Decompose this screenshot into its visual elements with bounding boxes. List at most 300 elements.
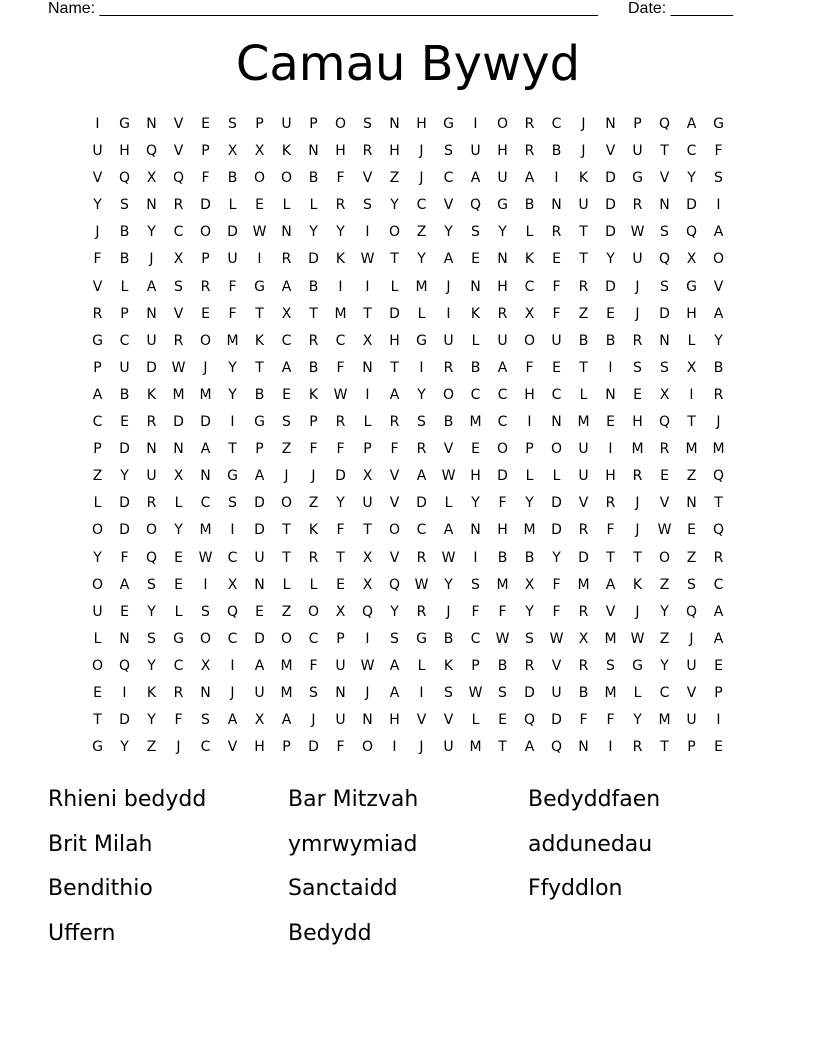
- grid-letter[interactable]: K: [632, 576, 643, 593]
- grid-letter[interactable]: S: [201, 712, 210, 729]
- grid-letter[interactable]: U: [578, 197, 589, 214]
- grid-letter[interactable]: U: [470, 143, 481, 160]
- grid-letter[interactable]: Q: [658, 116, 671, 132]
- grid-letter[interactable]: O: [442, 386, 455, 403]
- date-field-label[interactable]: Date: _______: [628, 0, 733, 17]
- grid-letter[interactable]: G: [632, 170, 643, 187]
- grid-letter[interactable]: N: [686, 495, 697, 512]
- grid-letter[interactable]: F: [93, 251, 102, 268]
- grid-letter[interactable]: J: [635, 495, 640, 512]
- grid-letter[interactable]: G: [92, 332, 103, 349]
- grid-letter[interactable]: V: [92, 278, 103, 295]
- grid-letter[interactable]: N: [335, 684, 346, 701]
- grid-letter[interactable]: Y: [93, 197, 102, 214]
- grid-letter[interactable]: H: [524, 386, 535, 403]
- grid-letter[interactable]: J: [311, 712, 316, 729]
- grid-letter[interactable]: B: [308, 170, 319, 187]
- grid-letter[interactable]: C: [686, 143, 697, 160]
- grid-letter[interactable]: Y: [147, 224, 156, 241]
- grid-letter[interactable]: J: [365, 684, 370, 701]
- grid-letter[interactable]: N: [551, 414, 562, 431]
- grid-letter[interactable]: E: [552, 251, 561, 268]
- grid-letter[interactable]: S: [174, 278, 183, 295]
- grid-letter[interactable]: W: [252, 224, 267, 241]
- grid-letter[interactable]: J: [149, 251, 154, 268]
- grid-letter[interactable]: E: [660, 468, 669, 485]
- grid-letter[interactable]: I: [608, 739, 613, 756]
- grid-letter[interactable]: C: [227, 549, 238, 566]
- grid-letter[interactable]: V: [443, 197, 454, 214]
- grid-letter[interactable]: F: [525, 359, 534, 376]
- grid-letter[interactable]: H: [605, 468, 616, 485]
- grid-letter[interactable]: J: [716, 414, 721, 431]
- grid-letter[interactable]: I: [527, 414, 532, 431]
- grid-letter[interactable]: E: [714, 739, 723, 756]
- grid-letter[interactable]: O: [145, 522, 158, 539]
- grid-letter[interactable]: I: [419, 359, 424, 376]
- grid-letter[interactable]: I: [473, 116, 478, 132]
- grid-letter[interactable]: S: [390, 630, 399, 647]
- grid-letter[interactable]: J: [689, 630, 694, 647]
- grid-letter[interactable]: B: [470, 359, 481, 376]
- grid-letter[interactable]: T: [579, 359, 588, 376]
- grid-letter[interactable]: D: [416, 495, 427, 512]
- grid-letter[interactable]: V: [605, 143, 616, 160]
- grid-letter[interactable]: D: [173, 414, 184, 431]
- grid-letter[interactable]: C: [659, 684, 670, 701]
- grid-letter[interactable]: D: [308, 739, 319, 756]
- grid-letter[interactable]: X: [659, 386, 670, 403]
- grid-letter[interactable]: H: [335, 143, 346, 160]
- grid-letter[interactable]: T: [633, 549, 642, 566]
- grid-letter[interactable]: A: [119, 576, 130, 593]
- grid-letter[interactable]: J: [635, 522, 640, 539]
- grid-letter[interactable]: S: [606, 657, 615, 674]
- grid-letter[interactable]: D: [146, 359, 157, 376]
- grid-letter[interactable]: Y: [390, 603, 399, 620]
- grid-letter[interactable]: F: [336, 739, 345, 756]
- grid-letter[interactable]: U: [578, 441, 589, 458]
- grid-letter[interactable]: F: [309, 657, 318, 674]
- grid-letter[interactable]: H: [254, 739, 265, 756]
- grid-letter[interactable]: G: [632, 657, 643, 674]
- grid-letter[interactable]: Y: [471, 495, 480, 512]
- grid-letter[interactable]: K: [146, 386, 157, 403]
- grid-letter[interactable]: D: [389, 305, 400, 322]
- grid-letter[interactable]: J: [446, 603, 451, 620]
- grid-letter[interactable]: R: [659, 441, 670, 458]
- grid-letter[interactable]: V: [659, 495, 670, 512]
- grid-letter[interactable]: C: [416, 522, 427, 539]
- grid-letter[interactable]: M: [577, 414, 590, 431]
- grid-letter[interactable]: D: [551, 712, 562, 729]
- grid-letter[interactable]: E: [336, 576, 345, 593]
- grid-letter[interactable]: G: [227, 468, 238, 485]
- grid-letter[interactable]: J: [284, 468, 289, 485]
- grid-letter[interactable]: F: [606, 712, 615, 729]
- grid-letter[interactable]: Q: [145, 549, 158, 566]
- grid-letter[interactable]: F: [552, 576, 561, 593]
- grid-letter[interactable]: J: [230, 684, 235, 701]
- grid-letter[interactable]: R: [200, 278, 211, 295]
- grid-letter[interactable]: J: [581, 116, 586, 132]
- grid-letter[interactable]: E: [552, 359, 561, 376]
- grid-letter[interactable]: K: [470, 305, 481, 322]
- grid-letter[interactable]: J: [176, 739, 181, 756]
- grid-letter[interactable]: Y: [93, 549, 102, 566]
- grid-letter[interactable]: V: [686, 684, 697, 701]
- grid-letter[interactable]: C: [416, 197, 427, 214]
- grid-letter[interactable]: O: [388, 224, 401, 241]
- grid-letter[interactable]: P: [363, 441, 372, 458]
- grid-letter[interactable]: N: [362, 712, 373, 729]
- grid-letter[interactable]: T: [228, 441, 237, 458]
- grid-letter[interactable]: R: [578, 603, 589, 620]
- grid-letter[interactable]: K: [524, 251, 535, 268]
- grid-letter[interactable]: W: [333, 386, 348, 403]
- grid-letter[interactable]: R: [281, 251, 292, 268]
- grid-letter[interactable]: S: [147, 576, 156, 593]
- grid-letter[interactable]: U: [578, 468, 589, 485]
- grid-letter[interactable]: S: [660, 359, 669, 376]
- grid-letter[interactable]: W: [360, 251, 375, 268]
- grid-letter[interactable]: H: [416, 116, 427, 132]
- grid-letter[interactable]: Y: [525, 603, 534, 620]
- grid-letter[interactable]: G: [92, 739, 103, 756]
- grid-letter[interactable]: V: [173, 305, 184, 322]
- grid-letter[interactable]: V: [227, 739, 238, 756]
- grid-letter[interactable]: S: [147, 630, 156, 647]
- grid-letter[interactable]: I: [608, 441, 613, 458]
- grid-letter[interactable]: W: [441, 468, 456, 485]
- grid-letter[interactable]: C: [173, 224, 184, 241]
- grid-letter[interactable]: K: [443, 657, 454, 674]
- grid-letter[interactable]: Y: [552, 549, 561, 566]
- grid-letter[interactable]: D: [335, 468, 346, 485]
- grid-letter[interactable]: D: [119, 522, 130, 539]
- grid-letter[interactable]: G: [443, 116, 454, 132]
- grid-letter[interactable]: Y: [336, 224, 345, 241]
- grid-letter[interactable]: W: [495, 630, 510, 647]
- grid-letter[interactable]: V: [416, 712, 427, 729]
- grid-letter[interactable]: M: [631, 441, 644, 458]
- grid-letter[interactable]: U: [335, 657, 346, 674]
- grid-letter[interactable]: I: [365, 386, 370, 403]
- grid-letter[interactable]: A: [686, 116, 697, 132]
- grid-letter[interactable]: R: [146, 495, 157, 512]
- grid-letter[interactable]: M: [523, 522, 536, 539]
- grid-letter[interactable]: K: [308, 522, 319, 539]
- grid-letter[interactable]: P: [93, 359, 102, 376]
- grid-letter[interactable]: S: [471, 224, 480, 241]
- grid-letter[interactable]: C: [308, 630, 319, 647]
- grid-letter[interactable]: I: [689, 386, 694, 403]
- grid-letter[interactable]: A: [524, 739, 535, 756]
- grid-letter[interactable]: D: [119, 441, 130, 458]
- grid-letter[interactable]: S: [228, 495, 237, 512]
- grid-letter[interactable]: R: [335, 414, 346, 431]
- grid-letter[interactable]: Q: [712, 468, 725, 485]
- grid-letter[interactable]: X: [686, 359, 697, 376]
- grid-letter[interactable]: X: [686, 251, 697, 268]
- grid-letter[interactable]: W: [414, 576, 429, 593]
- grid-letter[interactable]: L: [309, 576, 318, 593]
- grid-letter[interactable]: T: [282, 522, 291, 539]
- grid-letter[interactable]: U: [632, 251, 643, 268]
- grid-letter[interactable]: R: [497, 305, 508, 322]
- grid-letter[interactable]: U: [632, 143, 643, 160]
- grid-letter[interactable]: S: [363, 197, 372, 214]
- grid-letter[interactable]: A: [281, 359, 292, 376]
- grid-letter[interactable]: H: [497, 278, 508, 295]
- grid-letter[interactable]: T: [255, 359, 264, 376]
- grid-letter[interactable]: X: [254, 712, 265, 729]
- grid-letter[interactable]: P: [120, 305, 129, 322]
- grid-letter[interactable]: X: [227, 143, 238, 160]
- grid-letter[interactable]: T: [606, 549, 615, 566]
- grid-letter[interactable]: O: [658, 549, 671, 566]
- grid-letter[interactable]: Y: [228, 359, 237, 376]
- grid-letter[interactable]: B: [524, 549, 535, 566]
- grid-letter[interactable]: V: [443, 712, 454, 729]
- grid-letter[interactable]: Y: [660, 603, 669, 620]
- grid-letter[interactable]: Y: [147, 603, 156, 620]
- grid-letter[interactable]: P: [309, 414, 318, 431]
- grid-letter[interactable]: R: [632, 468, 643, 485]
- grid-letter[interactable]: V: [362, 170, 373, 187]
- grid-letter[interactable]: N: [551, 197, 562, 214]
- grid-letter[interactable]: I: [716, 197, 721, 214]
- grid-letter[interactable]: W: [549, 630, 564, 647]
- grid-letter[interactable]: A: [524, 170, 535, 187]
- grid-letter[interactable]: D: [254, 495, 265, 512]
- grid-letter[interactable]: H: [497, 143, 508, 160]
- grid-letter[interactable]: Y: [606, 251, 615, 268]
- grid-letter[interactable]: Q: [361, 603, 374, 620]
- grid-letter[interactable]: Z: [659, 630, 670, 647]
- grid-letter[interactable]: A: [254, 468, 265, 485]
- grid-letter[interactable]: C: [551, 116, 562, 132]
- grid-letter[interactable]: D: [308, 251, 319, 268]
- grid-letter[interactable]: V: [713, 278, 724, 295]
- grid-letter[interactable]: U: [254, 549, 265, 566]
- grid-letter[interactable]: X: [524, 576, 535, 593]
- grid-letter[interactable]: A: [713, 603, 724, 620]
- grid-letter[interactable]: T: [363, 522, 372, 539]
- grid-letter[interactable]: R: [173, 684, 184, 701]
- grid-letter[interactable]: E: [201, 116, 210, 132]
- grid-letter[interactable]: J: [95, 224, 100, 241]
- grid-letter[interactable]: M: [469, 414, 482, 431]
- grid-letter[interactable]: L: [282, 197, 291, 214]
- grid-letter[interactable]: O: [280, 630, 293, 647]
- grid-letter[interactable]: W: [630, 224, 645, 241]
- grid-letter[interactable]: I: [230, 522, 235, 539]
- grid-letter[interactable]: N: [200, 468, 211, 485]
- grid-letter[interactable]: D: [227, 224, 238, 241]
- grid-letter[interactable]: T: [579, 251, 588, 268]
- grid-letter[interactable]: A: [713, 224, 724, 241]
- grid-letter[interactable]: U: [551, 332, 562, 349]
- grid-letter[interactable]: U: [92, 143, 103, 160]
- grid-letter[interactable]: L: [444, 495, 453, 512]
- grid-letter[interactable]: P: [633, 116, 642, 132]
- grid-letter[interactable]: B: [443, 630, 454, 647]
- grid-letter[interactable]: K: [578, 170, 589, 187]
- grid-letter[interactable]: L: [390, 278, 399, 295]
- grid-letter[interactable]: M: [172, 386, 185, 403]
- grid-letter[interactable]: Q: [388, 576, 401, 593]
- grid-letter[interactable]: C: [551, 386, 562, 403]
- grid-letter[interactable]: A: [281, 278, 292, 295]
- grid-letter[interactable]: R: [605, 495, 616, 512]
- grid-letter[interactable]: U: [335, 712, 346, 729]
- grid-letter[interactable]: A: [254, 657, 265, 674]
- grid-letter[interactable]: A: [92, 386, 103, 403]
- grid-letter[interactable]: S: [687, 576, 696, 593]
- grid-letter[interactable]: V: [389, 468, 400, 485]
- grid-letter[interactable]: X: [281, 305, 292, 322]
- grid-letter[interactable]: B: [119, 386, 130, 403]
- grid-letter[interactable]: J: [635, 603, 640, 620]
- grid-letter[interactable]: D: [254, 630, 265, 647]
- grid-letter[interactable]: J: [419, 170, 424, 187]
- grid-letter[interactable]: V: [92, 170, 103, 187]
- grid-letter[interactable]: A: [713, 630, 724, 647]
- grid-letter[interactable]: F: [336, 441, 345, 458]
- grid-letter[interactable]: Q: [685, 224, 698, 241]
- grid-letter[interactable]: S: [660, 278, 669, 295]
- grid-letter[interactable]: E: [120, 603, 129, 620]
- grid-letter[interactable]: L: [309, 197, 318, 214]
- grid-letter[interactable]: P: [201, 143, 210, 160]
- grid-letter[interactable]: T: [498, 739, 507, 756]
- grid-letter[interactable]: N: [200, 684, 211, 701]
- grid-letter[interactable]: C: [281, 332, 292, 349]
- grid-letter[interactable]: F: [228, 305, 237, 322]
- grid-letter[interactable]: Z: [416, 224, 427, 241]
- grid-letter[interactable]: J: [419, 739, 424, 756]
- grid-letter[interactable]: F: [309, 441, 318, 458]
- grid-letter[interactable]: K: [146, 684, 157, 701]
- grid-letter[interactable]: C: [713, 576, 724, 593]
- grid-letter[interactable]: C: [335, 332, 346, 349]
- grid-letter[interactable]: F: [336, 359, 345, 376]
- grid-letter[interactable]: E: [471, 441, 480, 458]
- grid-letter[interactable]: W: [441, 549, 456, 566]
- grid-letter[interactable]: R: [335, 197, 346, 214]
- grid-letter[interactable]: A: [605, 576, 616, 593]
- grid-letter[interactable]: E: [687, 522, 696, 539]
- grid-letter[interactable]: Y: [444, 576, 453, 593]
- grid-letter[interactable]: U: [686, 657, 697, 674]
- grid-letter[interactable]: F: [552, 305, 561, 322]
- grid-letter[interactable]: F: [201, 170, 210, 187]
- grid-letter[interactable]: O: [496, 441, 509, 458]
- grid-letter[interactable]: U: [443, 332, 454, 349]
- grid-letter[interactable]: W: [360, 657, 375, 674]
- grid-letter[interactable]: L: [93, 495, 102, 512]
- grid-letter[interactable]: X: [254, 143, 265, 160]
- grid-letter[interactable]: Q: [712, 522, 725, 539]
- grid-letter[interactable]: D: [578, 549, 589, 566]
- grid-letter[interactable]: A: [416, 468, 427, 485]
- grid-letter[interactable]: L: [174, 603, 183, 620]
- grid-letter[interactable]: Q: [145, 143, 158, 160]
- grid-letter[interactable]: F: [552, 278, 561, 295]
- grid-letter[interactable]: G: [173, 630, 184, 647]
- grid-letter[interactable]: Z: [686, 549, 697, 566]
- grid-letter[interactable]: R: [632, 739, 643, 756]
- grid-letter[interactable]: Y: [417, 251, 426, 268]
- grid-letter[interactable]: M: [604, 630, 617, 647]
- grid-letter[interactable]: X: [362, 576, 373, 593]
- grid-letter[interactable]: O: [91, 576, 104, 593]
- grid-letter[interactable]: M: [199, 386, 212, 403]
- grid-letter[interactable]: F: [471, 603, 480, 620]
- grid-letter[interactable]: H: [389, 143, 400, 160]
- grid-letter[interactable]: N: [659, 332, 670, 349]
- grid-letter[interactable]: M: [415, 278, 428, 295]
- grid-letter[interactable]: I: [554, 170, 559, 187]
- grid-letter[interactable]: B: [551, 143, 562, 160]
- grid-letter[interactable]: E: [498, 712, 507, 729]
- grid-letter[interactable]: S: [417, 414, 426, 431]
- grid-letter[interactable]: B: [605, 332, 616, 349]
- grid-letter[interactable]: F: [498, 603, 507, 620]
- grid-letter[interactable]: A: [443, 522, 454, 539]
- grid-letter[interactable]: N: [497, 251, 508, 268]
- grid-letter[interactable]: T: [363, 305, 372, 322]
- grid-letter[interactable]: E: [174, 549, 183, 566]
- grid-letter[interactable]: B: [308, 278, 319, 295]
- grid-letter[interactable]: O: [199, 630, 212, 647]
- grid-letter[interactable]: C: [200, 739, 211, 756]
- grid-letter[interactable]: R: [443, 359, 454, 376]
- grid-letter[interactable]: D: [119, 712, 130, 729]
- grid-letter[interactable]: P: [336, 630, 345, 647]
- grid-letter[interactable]: R: [578, 657, 589, 674]
- grid-letter[interactable]: R: [389, 414, 400, 431]
- grid-letter[interactable]: L: [525, 468, 534, 485]
- grid-letter[interactable]: O: [307, 603, 320, 620]
- grid-letter[interactable]: K: [254, 332, 265, 349]
- grid-letter[interactable]: R: [173, 332, 184, 349]
- grid-letter[interactable]: P: [714, 684, 723, 701]
- grid-letter[interactable]: N: [659, 197, 670, 214]
- grid-letter[interactable]: X: [524, 305, 535, 322]
- grid-letter[interactable]: Q: [550, 739, 563, 756]
- grid-letter[interactable]: B: [524, 197, 535, 214]
- grid-letter[interactable]: R: [173, 197, 184, 214]
- grid-letter[interactable]: J: [419, 143, 424, 160]
- grid-letter[interactable]: B: [578, 684, 589, 701]
- grid-letter[interactable]: Y: [714, 332, 723, 349]
- grid-letter[interactable]: Q: [118, 170, 131, 187]
- grid-letter[interactable]: U: [497, 170, 508, 187]
- grid-letter[interactable]: B: [227, 170, 238, 187]
- grid-letter[interactable]: L: [174, 495, 183, 512]
- grid-letter[interactable]: X: [362, 332, 373, 349]
- grid-letter[interactable]: H: [119, 143, 130, 160]
- grid-letter[interactable]: Q: [469, 197, 482, 214]
- grid-letter[interactable]: F: [336, 522, 345, 539]
- grid-letter[interactable]: I: [608, 359, 613, 376]
- grid-letter[interactable]: R: [524, 657, 535, 674]
- grid-letter[interactable]: J: [581, 143, 586, 160]
- grid-letter[interactable]: F: [174, 712, 183, 729]
- grid-letter[interactable]: C: [92, 414, 103, 431]
